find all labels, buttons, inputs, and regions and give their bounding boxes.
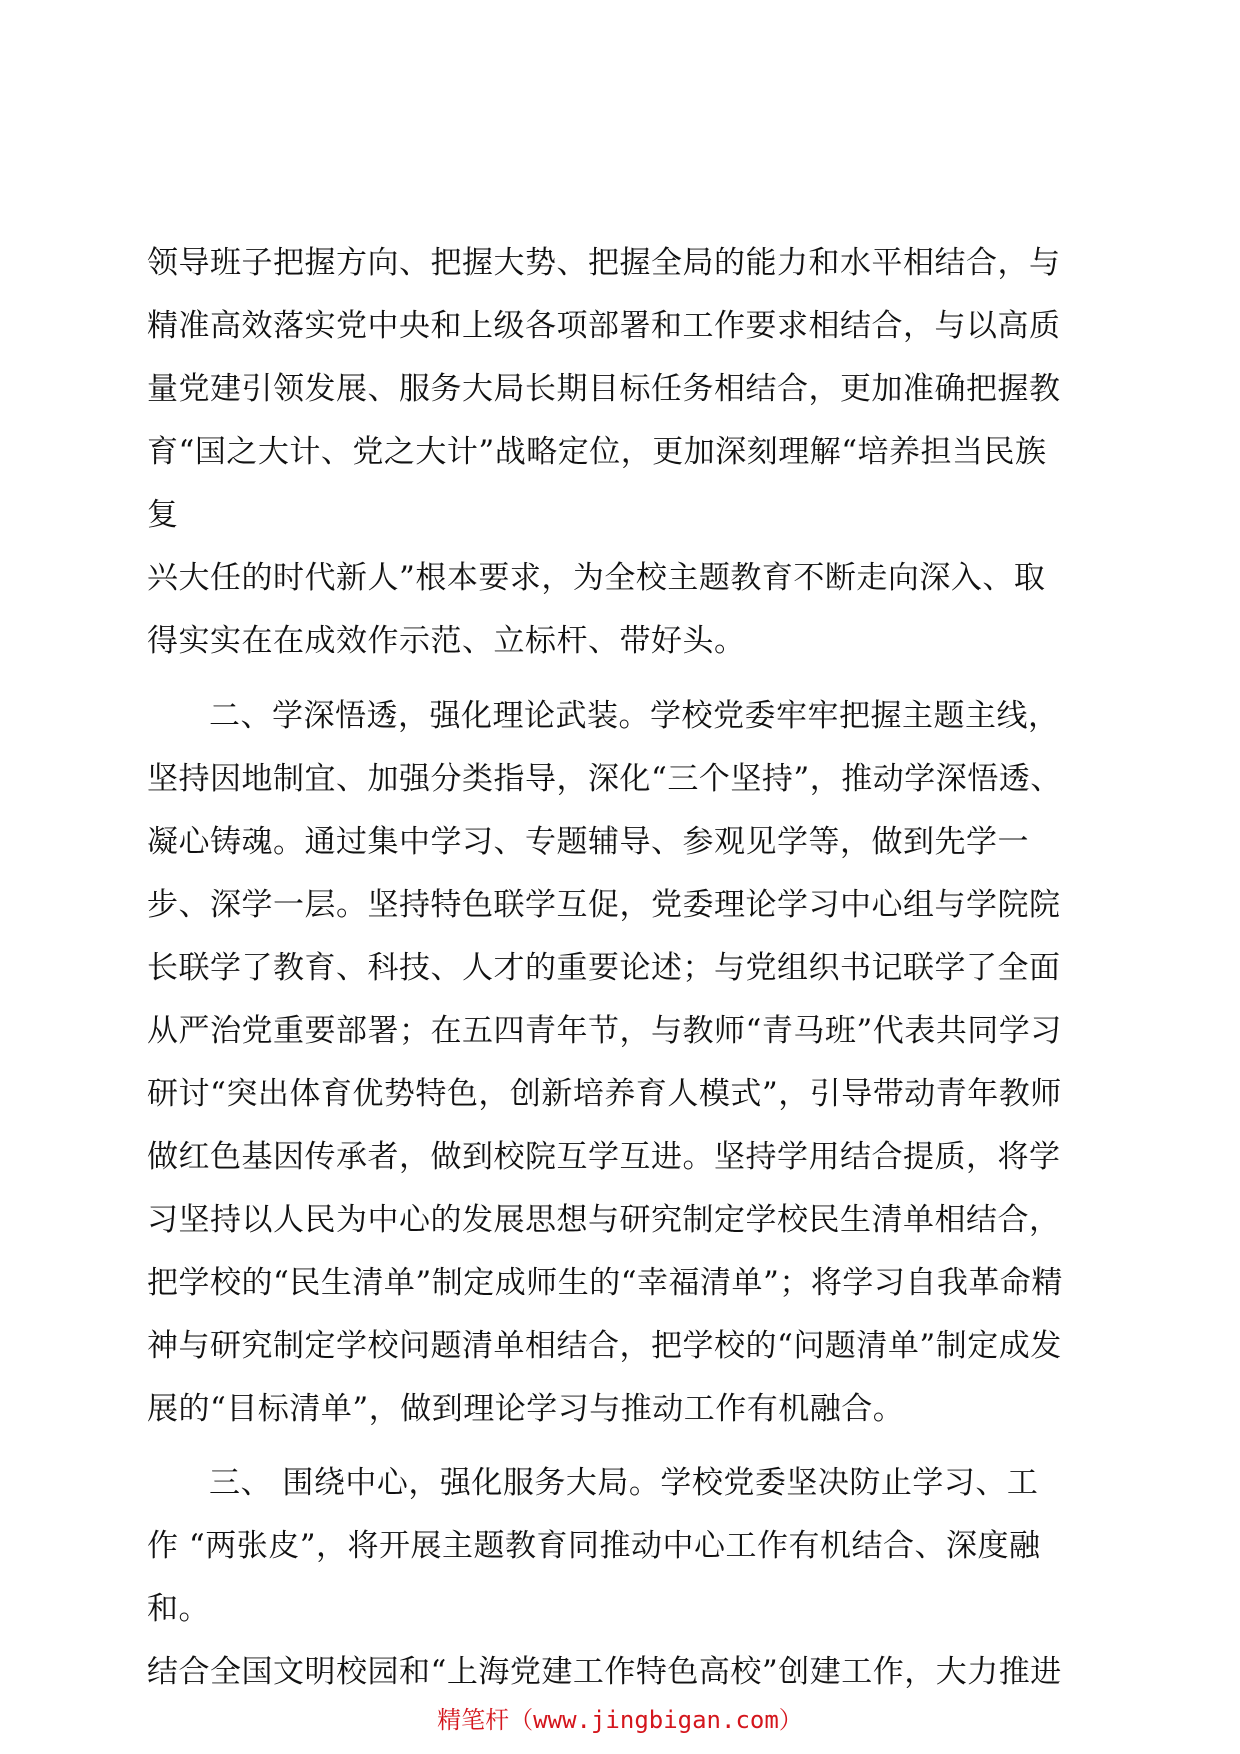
text-line: 长联学了教育、科技、人才的重要论述；与党组织书记联学了全面 <box>147 950 1061 986</box>
text-line: 育“国之大计、党之大计”战略定位，更加深刻理解“培养担当民族 <box>147 434 1047 470</box>
text-line: 复 <box>147 497 179 533</box>
text-line: 得实实在在成效作示范、立标杆、带好头。 <box>147 623 746 659</box>
text-line: 兴大任的时代新人”根本要求，为全校主题教育不断走向深入、取 <box>147 560 1046 596</box>
text-line: 研讨“突出体育优势特色，创新培养育人模式”，引导带动青年教师 <box>147 1076 1062 1112</box>
text-line: 习坚持以人民为中心的发展思想与研究制定学校民生清单相结合， <box>147 1202 1061 1238</box>
paragraph-2-first-line: 二、学深悟透，强化理论武装。学校党委牢牢把握主题主线， <box>209 698 1060 734</box>
text-line: 神与研究制定学校问题清单相结合，把学校的“问题清单”制定成发 <box>147 1328 1062 1364</box>
text-line: 把学校的“民生清单”制定成师生的“幸福清单”；将学习自我革命精 <box>147 1265 1063 1301</box>
paragraph-3-first-line: 三、 围绕中心，强化服务大局。学校党委坚决防止学习、工 <box>209 1465 1039 1501</box>
text-line: 凝心铸魂。通过集中学习、专题辅导、参观见学等，做到先学一 <box>147 824 1029 860</box>
text-line: 坚持因地制宜、加强分类指导，深化“三个坚持”，推动学深悟透、 <box>147 761 1062 797</box>
text-line: 量党建引领发展、服务大局长期目标任务相结合，更加准确把握教 <box>147 371 1061 407</box>
text-line: 步、深学一层。坚持特色联学互促，党委理论学习中心组与学院院 <box>147 887 1061 923</box>
text-line: 结合全国文明校园和“上海党建工作特色高校”创建工作，大力推进 <box>147 1654 1062 1690</box>
text-line: 精准高效落实党中央和上级各项部署和工作要求相结合，与以高质 <box>147 308 1061 344</box>
text-line: 和。 <box>147 1591 210 1627</box>
text-line: 展的“目标清单”，做到理论学习与推动工作有机融合。 <box>147 1391 905 1427</box>
footer-watermark: 精笔杆（www.jingbigan.com） <box>437 1706 803 1734</box>
text-line: 作 “两张皮”，将开展主题教育同推动中心工作有机结合、深度融 <box>147 1528 1041 1564</box>
text-line: 领导班子把握方向、把握大势、把握全局的能力和水平相结合，与 <box>147 245 1061 281</box>
text-line: 做红色基因传承者，做到校院互学互进。坚持学用结合提质，将学 <box>147 1139 1061 1175</box>
text-line: 从严治党重要部署；在五四青年节，与教师“青马班”代表共同学习 <box>147 1013 1062 1049</box>
